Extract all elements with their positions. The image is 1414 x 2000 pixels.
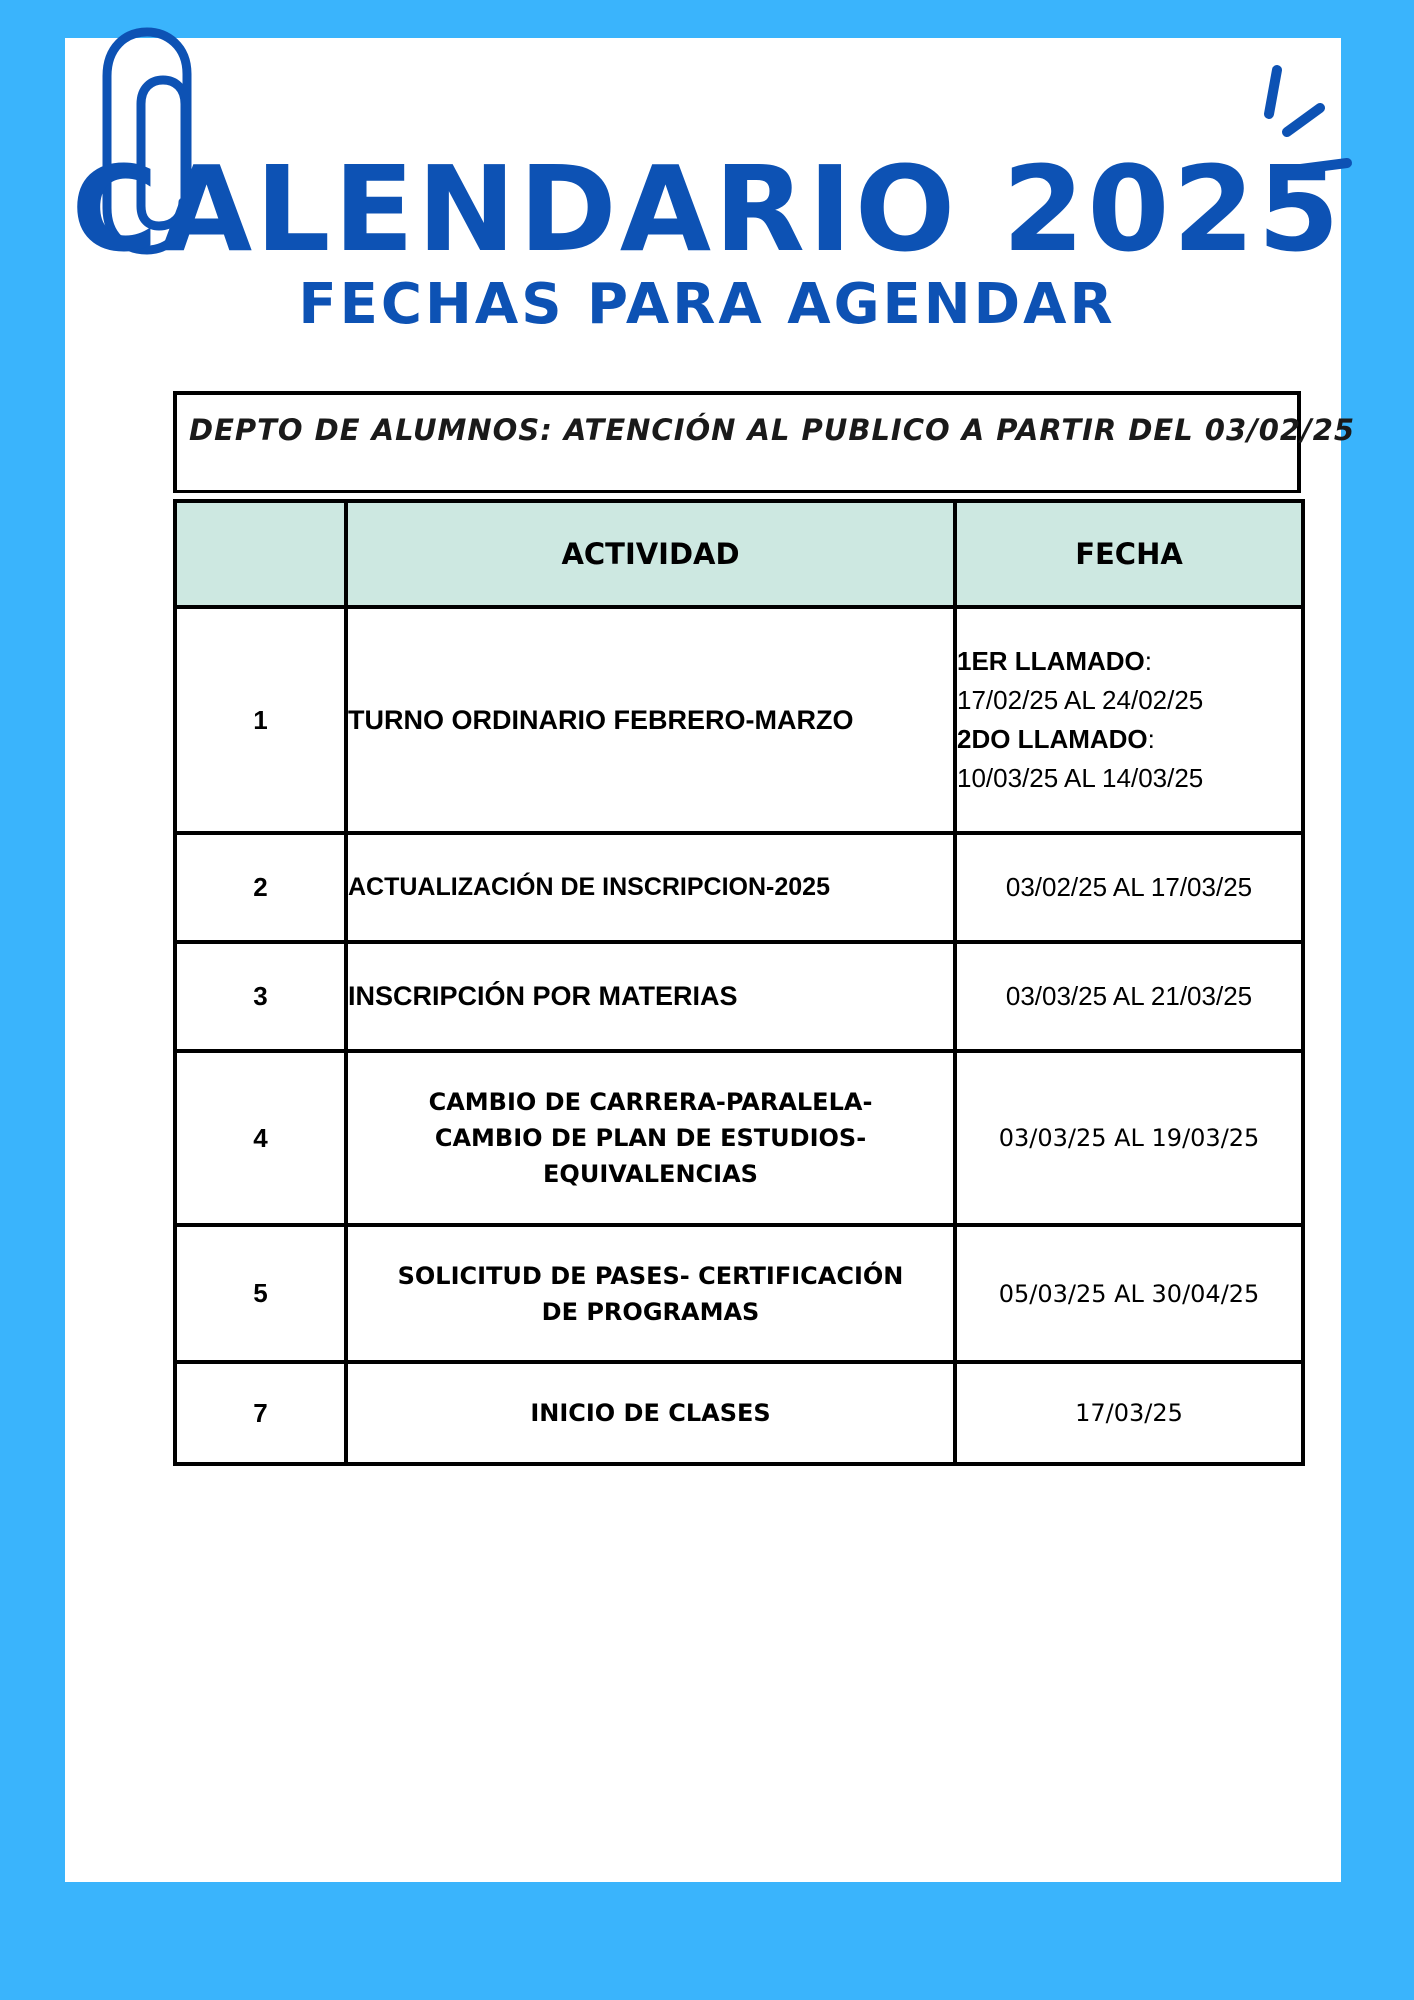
activity-cell: INSCRIPCIÓN POR MATERIAS [346, 942, 955, 1051]
date-cell: 17/03/25 [955, 1362, 1303, 1464]
date-line-separator: : [1147, 724, 1155, 754]
row-number: 3 [175, 942, 346, 1051]
date-line [957, 720, 1301, 759]
column-header-date: FECHA [955, 501, 1303, 607]
activity-cell: INICIO DE CLASES [346, 1362, 955, 1464]
calendar-table [173, 499, 1305, 1466]
table-header-row [175, 501, 1303, 607]
row-number: 7 [175, 1362, 346, 1464]
date-cell: 03/03/25 AL 21/03/25 [955, 942, 1303, 1051]
date-line-label: 1ER LLAMADO [957, 646, 1145, 676]
row-number: 2 [175, 833, 346, 942]
row-number: 4 [175, 1051, 346, 1225]
date-cell: 05/03/25 AL 30/04/25 [955, 1225, 1303, 1362]
activity-line: CAMBIO DE CARRERA-PARALELA- [428, 1088, 873, 1116]
activity-cell: TURNO ORDINARIO FEBRERO-MARZO [346, 607, 955, 833]
table-row [175, 1362, 1303, 1464]
notice-box [173, 391, 1356, 493]
column-header-number [175, 501, 346, 607]
notice-text: DEPTO DE ALUMNOS: ATENCIÓN AL PUBLICO A PARTIR DEL 03/02/25 [189, 413, 1356, 447]
table-row [175, 607, 1303, 833]
row-number: 5 [175, 1225, 346, 1362]
row-number: 1 [175, 607, 346, 833]
activity-cell: ACTUALIZACIÓN DE INSCRIPCION-2025 [346, 833, 955, 942]
activity-line: SOLICITUD DE PASES- CERTIFICACIÓN [397, 1261, 904, 1290]
page-title: CALENDARIO 2025 [71, 140, 1343, 278]
table-row [175, 942, 1303, 1051]
column-header-activity: ACTIVIDAD [346, 501, 955, 607]
date-cell [955, 607, 1303, 833]
activity-cell [346, 1051, 955, 1225]
activity-cell [346, 1225, 955, 1362]
date-cell: 03/02/25 AL 17/03/25 [955, 833, 1303, 942]
date-range: 17/02/25 AL 24/02/25 [957, 685, 1204, 715]
table-row [175, 833, 1303, 942]
activity-line: DE PROGRAMAS [541, 1297, 760, 1326]
activity-line: CAMBIO DE PLAN DE ESTUDIOS- [434, 1124, 867, 1152]
date-range: 10/03/25 AL 14/03/25 [957, 763, 1204, 793]
date-line-separator: : [1144, 646, 1153, 676]
date-line [957, 642, 1301, 681]
date-line-label: 2DO LLAMADO [957, 724, 1148, 754]
table-row [175, 1051, 1303, 1225]
table-row [175, 1225, 1303, 1362]
page-subtitle: FECHAS PARA AGENDAR [298, 272, 1116, 337]
activity-line: EQUIVALENCIAS [543, 1160, 758, 1188]
date-cell: 03/03/25 AL 19/03/25 [955, 1051, 1303, 1225]
